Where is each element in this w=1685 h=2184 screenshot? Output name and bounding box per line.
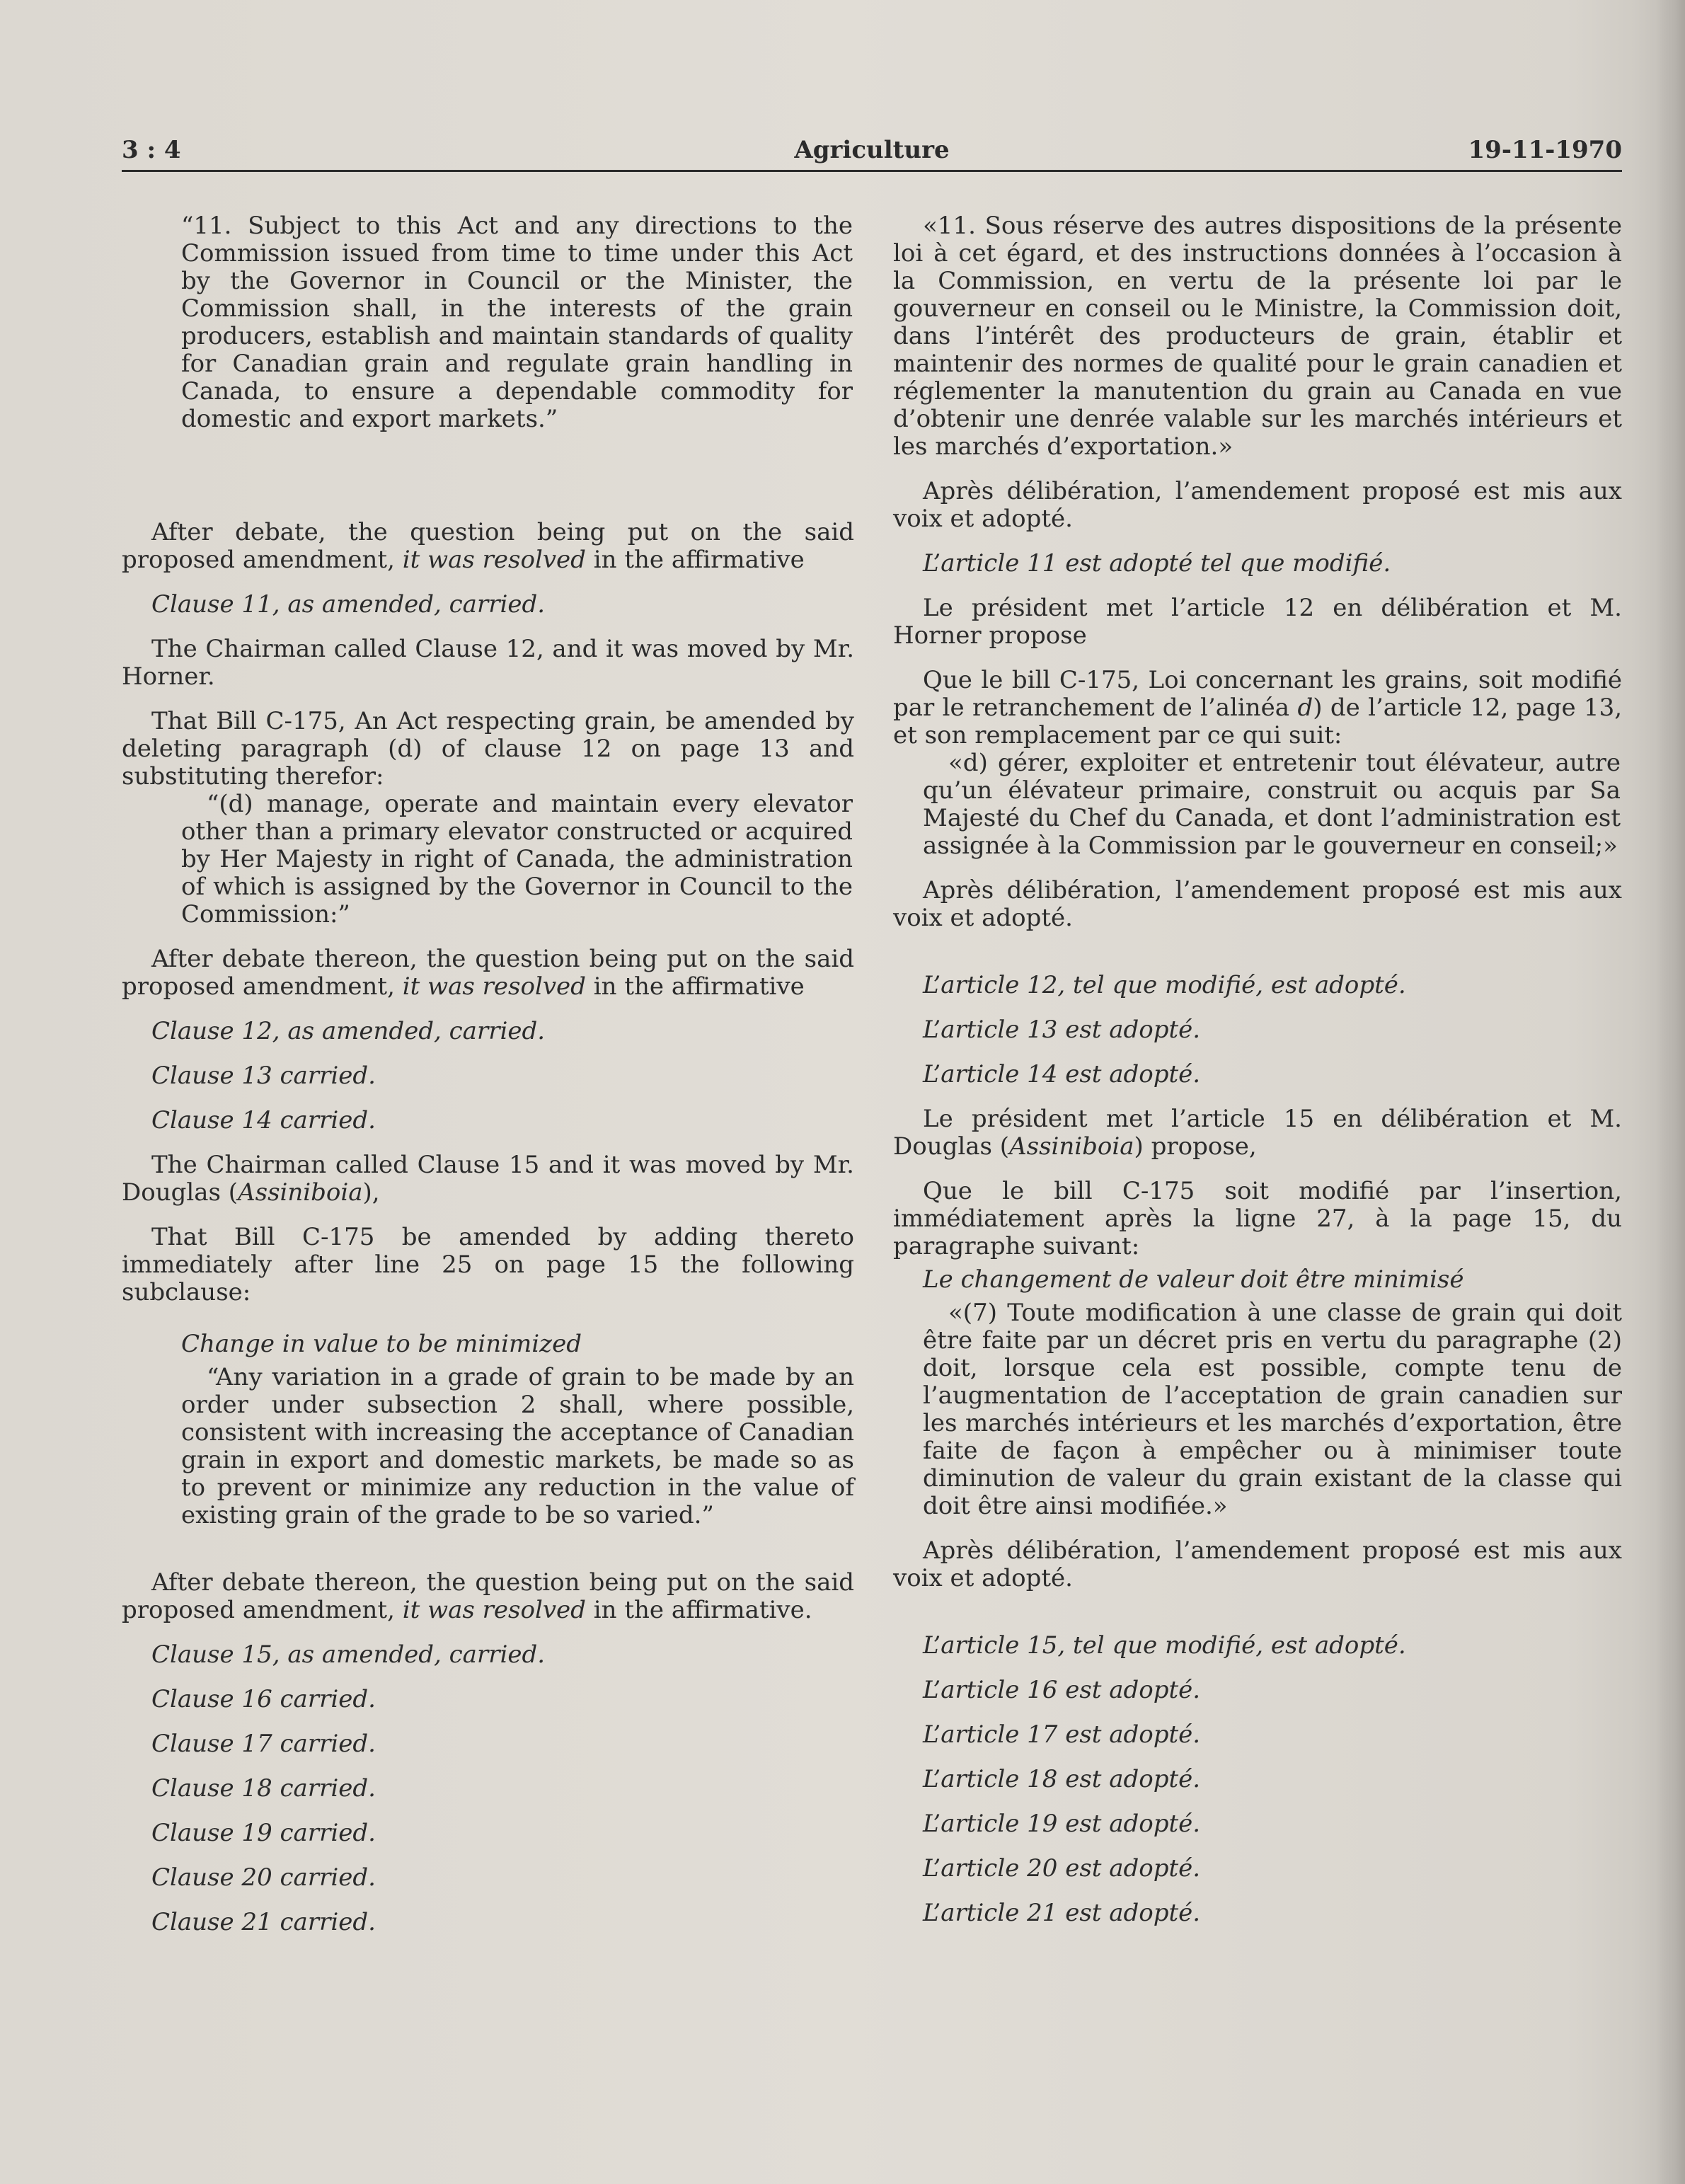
en-bill-amend-12: That Bill C-175, An Act respecting grain, be amended by deleting paragraph (d) of clause 12 on page 13 and substituting therefor: — [122, 707, 854, 791]
fr-subclause-heading: Le changement de valeur doit être minimisé — [923, 1265, 1464, 1294]
en-clause-21-carried: Clause 21 carried. — [151, 1908, 376, 1936]
fr-president-article-15: Le président met l’article 15 en délibération et M. Douglas (Assiniboia) propose, — [893, 1105, 1622, 1161]
en-chairman-clause-15: The Chairman called Clause 15 and it was moved by Mr. Douglas (Assiniboia), — [122, 1151, 854, 1207]
fr-article-11-adopte: L’article 11 est adopté tel que modifié. — [923, 549, 1391, 577]
binding-edge-shadow — [1657, 0, 1685, 2184]
header-rule — [122, 170, 1622, 172]
en-paragraph-d: “(d) manage, operate and maintain every elevator other than a primary elevator constructed or acquired by Her Majesty in right of Canada, the administration of which is assigned by the Governor in Council to the Commission:” — [181, 790, 853, 929]
en-subclause-heading: Change in value to be minimized — [181, 1330, 582, 1358]
en-debate-2: After debate thereon, the question being put on the said proposed amendment, it was resolved in the affirmative — [122, 945, 854, 1001]
english-column — [122, 212, 854, 1936]
page-title: Agriculture — [794, 136, 950, 164]
en-clause-12-carried: Clause 12, as amended, carried. — [151, 1017, 546, 1045]
fr-article-21-adopte: L’article 21 est adopté. — [923, 1899, 1201, 1927]
page-number: 3 : 4 — [122, 136, 181, 164]
fr-bill-modifie-15: Que le bill C-175 soit modifié par l’insertion, immédiatement après la ligne 27, à la page 15, du paragraphe suivant: — [893, 1177, 1622, 1260]
en-clause-11-quote: “11. Subject to this Act and any directions to the Commission issued from time to time under this Act by the Governor in Council or the Minister, the Commission shall, in the interests of the grain producers, establish and maintain standards of quality for Canadian grain and regulate grain handling in Canada, to ensure a dependable commodity for domestic and export markets.” — [181, 212, 853, 433]
en-debate-1: After debate, the question being put on the said proposed amendment, it was resolved in the affirmative — [122, 518, 854, 574]
fr-deliberation-3: Après délibération, l’amendement proposé est mis aux voix et adopté. — [893, 1536, 1622, 1592]
fr-article-14-adopte: L’article 14 est adopté. — [923, 1060, 1201, 1088]
fr-article-16-adopte: L’article 16 est adopté. — [923, 1676, 1201, 1704]
en-clause-19-carried: Clause 19 carried. — [151, 1819, 376, 1847]
en-clause-11-carried: Clause 11, as amended, carried. — [151, 590, 546, 619]
en-clause-17-carried: Clause 17 carried. — [151, 1730, 376, 1758]
fr-article-20-adopte: L’article 20 est adopté. — [923, 1854, 1201, 1883]
fr-article-18-adopte: L’article 18 est adopté. — [923, 1765, 1201, 1793]
en-clause-18-carried: Clause 18 carried. — [151, 1774, 376, 1803]
fr-article-19-adopte: L’article 19 est adopté. — [923, 1810, 1201, 1838]
en-clause-16-carried: Clause 16 carried. — [151, 1685, 376, 1713]
fr-deliberation-1: Après délibération, l’amendement proposé est mis aux voix et adopté. — [893, 477, 1622, 533]
fr-bill-modifie-12: Que le bill C-175, Loi concernant les grains, soit modifié par le retranchement de l’alinéa d) de l’article 12, page 13, et son remplacement par ce qui suit: — [893, 666, 1623, 749]
fr-alinea-d: «d) gérer, exploiter et entretenir tout élévateur, autre qu’un élévateur primaire, construit ou acquis par Sa Majesté du Chef du Canada, et dont l’administration est assignée à la Commission par le gouverneur en conseil;» — [923, 749, 1621, 860]
fr-article-11-quote: «11. Sous réserve des autres dispositions de la présente loi à cet égard, et des instructions données à l’occasion à la Commission, en vertu de la présente loi par le gouverneur en conseil ou le Ministre, la Commission doit, dans l’intérêt des producteurs de grain, établir et maintenir des normes de qualité pour le grain canadien et réglementer la manutention du grain au Canada en vue d’obtenir une denrée valable sur les marchés intérieurs et les marchés d’exportation.» — [893, 212, 1622, 461]
fr-president-article-12: Le président met l’article 12 en délibération et M. Horner propose — [893, 594, 1622, 650]
en-bill-amend-15: That Bill C-175 be amended by adding thereto immediately after line 25 on page 15 the following subclause: — [122, 1223, 854, 1306]
fr-article-13-adopte: L’article 13 est adopté. — [923, 1016, 1201, 1044]
en-clause-15-carried: Clause 15, as amended, carried. — [151, 1640, 546, 1669]
en-clause-13-carried: Clause 13 carried. — [151, 1062, 376, 1090]
en-clause-20-carried: Clause 20 carried. — [151, 1863, 376, 1892]
page-date: 19-11-1970 — [1468, 136, 1622, 164]
page-header — [122, 133, 1622, 168]
fr-subclause-text: «(7) Toute modification à une classe de grain qui doit être faite par un décret pris en vertu du paragraphe (2) doit, lorsque cela est possible, compte tenu de l’augmentation de l’acceptation de grain canadien sur les marchés intérieurs et les marchés d’exportation, être faite de façon à empêcher ou à minimiser toute diminution de valeur du grain existant de la classe qui doit être ainsi modifiée.» — [923, 1299, 1622, 1520]
en-subclause-text: “Any variation in a grade of grain to be made by an order under subsection 2 shall, where possible, consistent with increasing the acceptance of Canadian grain in export and domestic markets, be made so as to prevent or minimize any reduction in the value of existing grain of the grade to be so varied.” — [181, 1363, 854, 1529]
en-clause-14-carried: Clause 14 carried. — [151, 1106, 376, 1134]
en-chairman-clause-12: The Chairman called Clause 12, and it was moved by Mr. Horner. — [122, 635, 854, 691]
en-debate-3: After debate thereon, the question being put on the said proposed amendment, it was resolved in the affirmative. — [122, 1568, 854, 1624]
fr-article-15-adopte: L’article 15, tel que modifié, est adopté. — [923, 1631, 1406, 1660]
fr-article-12-adopte: L’article 12, tel que modifié, est adopté. — [923, 971, 1406, 999]
french-column — [893, 212, 1622, 1927]
fr-deliberation-2: Après délibération, l’amendement proposé est mis aux voix et adopté. — [893, 876, 1622, 932]
fr-article-17-adopte: L’article 17 est adopté. — [923, 1720, 1201, 1749]
